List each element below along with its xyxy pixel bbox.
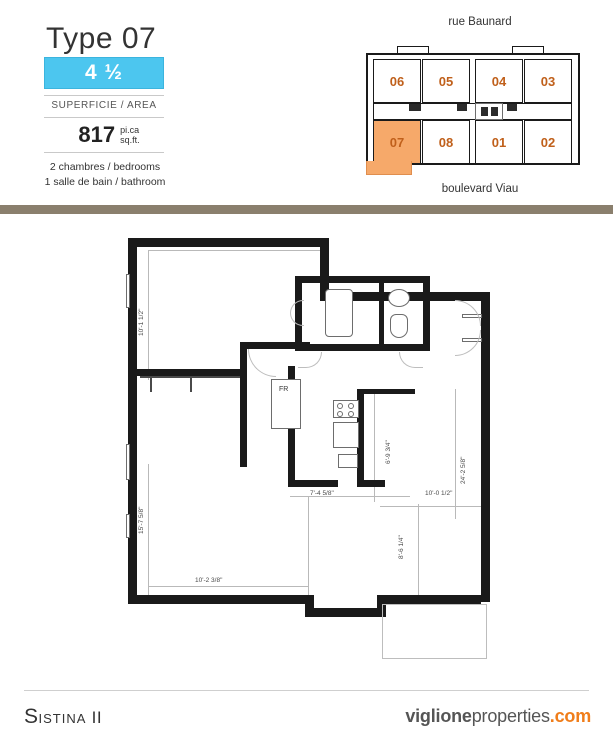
- keyplan-corridor: [373, 103, 572, 120]
- header: [0, 0, 613, 205]
- unit-type-badge-label: 4 ½: [84, 61, 124, 84]
- bedroom-count: 2 chambres / bedrooms: [49, 161, 161, 173]
- section-divider: [0, 205, 613, 214]
- street-label-top: rue Baunard: [448, 16, 512, 28]
- bathtub: [325, 289, 353, 337]
- door-swing: [290, 300, 304, 326]
- keyplan-unit-07-selected[interactable]: 07: [373, 120, 421, 164]
- company-logo[interactable]: [405, 706, 591, 727]
- dimension-line: [148, 250, 328, 251]
- door-swing: [298, 352, 322, 368]
- wall-exterior-bottom-left: [128, 595, 313, 604]
- bathroom-count: 1 salle de bain / bathroom: [44, 176, 166, 188]
- door-swing: [455, 330, 481, 356]
- sink: [388, 289, 410, 307]
- door-swing: [399, 352, 423, 368]
- dimension-line: [148, 250, 149, 380]
- wall-exterior-bottom: [305, 608, 385, 617]
- dimension-line: [418, 504, 419, 599]
- stove-burner: [337, 411, 343, 417]
- divider-line: [44, 152, 164, 153]
- dimension-living-depth: 8'-6 1/4": [398, 535, 405, 559]
- wall-bathroom-divider: [379, 283, 384, 345]
- dimension-kitchen-width: 7'-4 5/8": [310, 490, 334, 497]
- page-title: Type 07: [46, 22, 157, 55]
- room-counts: [20, 160, 190, 190]
- keyplan-balcony: [397, 46, 429, 54]
- wall-bathroom: [295, 276, 430, 283]
- dimension-line: [455, 389, 456, 519]
- keyplan-core-block: [457, 104, 467, 111]
- footer-divider: [24, 690, 589, 691]
- keyplan-unit-04[interactable]: 04: [475, 59, 523, 103]
- stove-burner: [348, 403, 354, 409]
- entry-door-swing: [455, 300, 481, 326]
- wall-exterior-top: [128, 238, 328, 247]
- keyplan-elevator-car: [481, 107, 488, 116]
- area-value-row: [44, 122, 174, 148]
- keyplan-core-block: [409, 104, 421, 111]
- keyplan-elevator-car: [491, 107, 498, 116]
- dimension-left-lower: 15'-7 5/8": [138, 506, 145, 534]
- building-name-initial: S: [24, 705, 39, 728]
- keyplan-unit-05[interactable]: 05: [422, 59, 470, 103]
- wall-exterior-right: [481, 292, 490, 602]
- keyplan-unit-02[interactable]: 02: [524, 120, 572, 164]
- keyplan-unit-03[interactable]: 03: [524, 59, 572, 103]
- wall-kitchen-bottom-right: [357, 480, 385, 487]
- stove-burner: [337, 403, 343, 409]
- dimension-line: [148, 586, 308, 587]
- keyplan-core-block: [507, 104, 517, 111]
- wall-interior: [363, 389, 415, 394]
- key-plan: [362, 44, 584, 174]
- window: [126, 274, 130, 308]
- building-name-suffix: II: [91, 708, 103, 727]
- logo-part-2: properties: [471, 706, 550, 726]
- dimension-kitchen-depth: 6'-9 3/4": [385, 440, 392, 464]
- keyplan-unit-08[interactable]: 08: [422, 120, 470, 164]
- wall-exterior-bottom-right: [377, 595, 481, 604]
- keyplan-unit-01[interactable]: 01: [475, 120, 523, 164]
- dimension-line: [308, 496, 309, 596]
- dimension-line: [148, 464, 149, 604]
- keyplan-selected-balcony: [366, 161, 412, 175]
- dimension-right-inner: 10'-0 1/2": [425, 490, 453, 497]
- window: [126, 514, 130, 538]
- stove-burner: [348, 411, 354, 417]
- dimension-line: [380, 506, 490, 507]
- wall-interior: [240, 347, 247, 467]
- divider-line: [44, 95, 164, 96]
- wall-bathroom: [295, 344, 430, 351]
- wall-bathroom: [423, 276, 430, 351]
- divider-line: [44, 117, 164, 118]
- dimension-bottom-main: 10'-2 3/8": [195, 577, 223, 584]
- floor-plan-drawing: [0, 214, 613, 686]
- closet-door: [190, 378, 192, 392]
- street-label-bottom: boulevard Viau: [441, 183, 519, 195]
- toilet: [390, 314, 408, 338]
- door-swing: [248, 349, 276, 377]
- keyplan-elevator: [475, 103, 503, 120]
- keyplan-unit-06[interactable]: 06: [373, 59, 421, 103]
- area-unit-imperial: sq.ft.: [120, 135, 140, 145]
- logo-part-1: viglione: [405, 706, 472, 726]
- area-label: SUPERFICIE / AREA: [51, 100, 157, 111]
- dimension-right-outer: 24'-2 5/8": [460, 456, 467, 484]
- keyplan-balcony: [512, 46, 544, 54]
- dimension-left-upper: 10'-1 1/2": [138, 308, 145, 336]
- logo-part-3: .com: [549, 706, 591, 726]
- closet-door: [150, 378, 152, 392]
- balcony: [382, 604, 487, 659]
- kitchen-sink: [338, 454, 358, 468]
- wall-kitchen-bottom: [288, 480, 338, 487]
- window: [126, 444, 130, 480]
- building-name: [24, 705, 102, 729]
- area-unit-metric: pi.ca: [120, 125, 140, 135]
- unit-type-badge: [44, 57, 164, 89]
- area-units: [120, 125, 140, 145]
- building-name-rest: ISTINA: [38, 711, 87, 726]
- refrigerator-label: FR: [279, 386, 289, 393]
- area-value: 817: [78, 122, 116, 147]
- wall-interior: [137, 369, 247, 376]
- kitchen-counter: [333, 422, 359, 448]
